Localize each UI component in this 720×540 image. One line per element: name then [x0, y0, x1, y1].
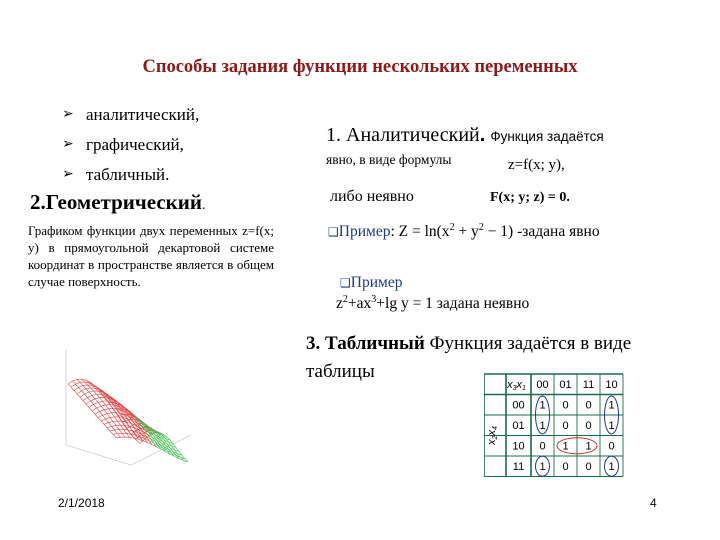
example-formula-part: z — [336, 295, 343, 313]
mesh-line — [71, 384, 76, 387]
mesh-line — [68, 381, 73, 384]
mesh-line — [89, 392, 92, 395]
mesh-line — [110, 430, 115, 431]
mesh-line — [112, 425, 117, 426]
mesh-line — [103, 415, 106, 419]
example-implicit-label-row — [340, 274, 402, 292]
mesh-line — [95, 398, 100, 399]
mesh-line — [113, 422, 116, 426]
implicit-formula: F(x; y; z) = 0. — [490, 190, 570, 205]
mesh-line — [110, 418, 113, 422]
mesh-line — [107, 413, 112, 414]
mesh-line — [107, 428, 110, 431]
kmap-cell: 0 — [585, 461, 592, 473]
mesh-line — [101, 419, 106, 421]
kmap-cell: 1 — [585, 440, 592, 453]
geometric-heading — [30, 190, 205, 215]
example-label: Пример — [338, 223, 391, 241]
bullet-label: графический, — [86, 135, 184, 154]
mesh-line — [77, 394, 80, 397]
surface-axes — [66, 350, 191, 465]
example-formula-part: : Z = ln(x — [390, 223, 450, 241]
mesh-line — [98, 415, 103, 417]
example-superscript: 2 — [478, 222, 484, 233]
mesh-line — [136, 439, 141, 443]
mesh-line — [104, 423, 109, 425]
arrow-bullet-icon: ➢ — [62, 107, 74, 122]
example-superscript: 3 — [371, 294, 377, 305]
mesh-line — [119, 429, 122, 433]
example-superscript: 2 — [342, 294, 348, 305]
mesh-line — [122, 433, 125, 437]
mesh-line — [115, 430, 118, 434]
kmap-side-label: x2x4 — [486, 426, 499, 445]
mesh-line — [103, 414, 108, 416]
mesh-line — [124, 429, 127, 433]
mesh-line — [100, 412, 103, 416]
bullet-label: табличный. — [86, 165, 170, 184]
mesh-line — [109, 423, 112, 427]
mesh-line — [115, 429, 120, 430]
example-formula-part: + y — [454, 223, 479, 241]
mesh-line — [113, 434, 116, 437]
mesh-line — [109, 409, 112, 413]
mesh-line — [80, 382, 83, 385]
kmap-cell: 1 — [608, 399, 615, 412]
bullet-tabular — [62, 160, 199, 190]
mesh-line — [113, 434, 118, 435]
mesh-line — [101, 406, 104, 410]
mesh-line — [98, 402, 101, 406]
mesh-line — [77, 379, 80, 382]
analytic-heading-tail: Функция задаётся — [490, 129, 604, 144]
mesh-line — [106, 419, 109, 423]
mesh-line — [100, 398, 103, 402]
arrow-bullet-icon: ➢ — [62, 167, 74, 182]
analytic-heading-dot: . — [479, 124, 486, 146]
mesh-line — [82, 391, 85, 394]
kmap-col-header: 10 — [605, 379, 618, 391]
example-superscript: 2 — [449, 222, 455, 233]
kmap-cell: 0 — [562, 399, 569, 412]
explicit-formula: z=f(x; y), — [508, 157, 565, 173]
mesh-line — [109, 402, 114, 409]
mesh-line — [118, 434, 121, 438]
kmap-cell: 1 — [608, 420, 615, 432]
analytic-implicit-label: либо неявно — [330, 188, 414, 205]
kmap-row-header: 11 — [512, 461, 525, 473]
example-formula-part: − 1) -задана явно — [483, 223, 600, 241]
mesh-line — [83, 385, 88, 386]
mesh-line — [86, 404, 89, 407]
mesh-line — [97, 394, 100, 397]
mesh-line — [98, 418, 101, 421]
mesh-line — [94, 391, 97, 394]
mesh-line — [76, 382, 81, 384]
example-formula-part: +ax — [347, 295, 372, 313]
mesh-line — [115, 417, 118, 421]
kmap-cell: 0 — [562, 420, 569, 432]
analytic-heading — [326, 124, 604, 147]
mesh-line — [104, 410, 107, 414]
geometric-heading-dot: . — [201, 198, 206, 213]
mesh-line — [73, 381, 76, 384]
mesh-line — [82, 389, 87, 391]
footer-date: 2/1/2018 — [58, 496, 105, 510]
mesh-line — [116, 425, 119, 429]
geometric-description: Графиком функции двух переменных z=f(x; y) в прямоугольной декартовой системе координат в пространстве является в общем случае поверхность. — [28, 223, 274, 289]
mesh-line — [104, 424, 107, 427]
mesh-line — [83, 386, 86, 389]
mesh-line — [92, 411, 95, 414]
kmap-cell: 1 — [562, 440, 569, 453]
mesh-line — [83, 401, 86, 404]
mesh-line — [89, 407, 92, 410]
example-label: Пример — [350, 274, 403, 291]
kmap-col-header: 00 — [536, 379, 549, 391]
mesh-line — [107, 414, 110, 418]
mesh-line — [92, 394, 97, 395]
kmap-col-header: 11 — [582, 379, 595, 391]
q-bullet-icon: ❑ — [328, 225, 339, 240]
geometric-heading-text: 2.Геометрический — [30, 190, 202, 214]
mesh-line — [74, 387, 79, 390]
mesh-line — [77, 391, 82, 394]
bullet-graphic — [62, 130, 199, 160]
tabular-heading-text: Функция задаётся в виде таблицы — [306, 333, 632, 382]
mesh-line — [104, 409, 109, 410]
example-implicit-formula — [336, 294, 529, 313]
mesh-line — [95, 414, 98, 417]
page-number: 4 — [650, 496, 657, 510]
mesh-line — [92, 395, 95, 398]
mesh-line — [94, 402, 99, 404]
mesh-line — [71, 387, 74, 390]
mesh-line — [112, 426, 115, 430]
mesh-line — [88, 397, 91, 400]
mesh-line — [121, 425, 124, 429]
mesh-line — [112, 413, 115, 417]
mesh-line — [106, 405, 109, 409]
mesh-line — [88, 395, 93, 397]
kmap-cell: 1 — [608, 461, 615, 473]
mesh-line — [91, 401, 94, 404]
mesh-line — [91, 399, 96, 401]
kmap-cell: 0 — [562, 461, 569, 473]
mesh-line — [107, 426, 112, 427]
mesh-line — [73, 379, 78, 381]
mesh-line — [103, 401, 106, 405]
surface-plot-image — [46, 340, 196, 470]
mesh-line — [86, 401, 91, 404]
surface-mesh — [68, 379, 188, 462]
mesh-line — [140, 441, 143, 444]
slide-title: Способы задания функции нескольких переменных — [142, 57, 578, 77]
analytic-heading-text: 1. Аналитический — [326, 124, 480, 146]
kmap-cell: 0 — [585, 420, 592, 432]
mesh-line — [100, 410, 105, 412]
kmap-cell: 0 — [539, 440, 546, 453]
mesh-line — [89, 404, 94, 407]
mesh-line — [101, 421, 104, 424]
mesh-line — [98, 401, 103, 402]
mesh-line — [85, 394, 88, 397]
mesh-line — [95, 412, 100, 415]
mesh-line — [101, 405, 106, 406]
example-formula-part: +lg y = 1 задана неявно — [376, 295, 530, 313]
bullet-analytic — [62, 100, 199, 130]
mesh-line — [86, 388, 91, 389]
mesh-line — [97, 408, 100, 412]
kmap-cell: 0 — [585, 399, 592, 412]
mesh-line — [74, 391, 77, 394]
tabular-heading-bold: 3. Табличный — [306, 333, 425, 354]
kmap-row-header: 01 — [512, 420, 525, 432]
mesh-line — [92, 408, 97, 411]
mesh-line — [76, 384, 79, 387]
arrow-bullet-icon: ➢ — [62, 137, 74, 152]
mesh-line — [118, 421, 121, 425]
mesh-line — [68, 384, 71, 387]
mesh-line — [85, 392, 90, 394]
mesh-line — [89, 391, 94, 392]
mesh-line — [86, 389, 89, 392]
karnaugh-map-table — [484, 370, 630, 480]
mesh-line — [83, 397, 88, 400]
method-bullet-list — [62, 100, 199, 190]
kmap-corner-label: x3x1 — [507, 379, 526, 392]
kmap-cell: 0 — [608, 440, 615, 453]
analytic-explicit-label: явно, в виде формулы — [326, 152, 452, 167]
kmap-col-header: 01 — [559, 379, 572, 391]
mesh-line — [94, 404, 97, 408]
kmap-cell: 1 — [539, 399, 546, 412]
mesh-line — [97, 406, 102, 408]
mesh-line — [110, 417, 115, 418]
q-bullet-icon: ❑ — [340, 276, 351, 290]
mesh-line — [80, 397, 83, 400]
mesh-line — [110, 431, 113, 434]
mesh-line — [109, 422, 114, 423]
kmap-cell: 1 — [539, 461, 546, 473]
kmap-row-header: 00 — [512, 399, 525, 412]
mesh-line — [106, 418, 111, 419]
mesh-line — [127, 427, 130, 429]
kmap-cell: 1 — [539, 420, 546, 432]
kmap-row-header: 10 — [512, 440, 525, 453]
mesh-line — [95, 399, 98, 403]
mesh-line — [79, 387, 82, 390]
bullet-label: аналитический, — [86, 105, 200, 124]
example-explicit — [328, 218, 658, 242]
mesh-line — [79, 386, 84, 388]
kmap-grid — [484, 374, 623, 477]
mesh-line — [80, 394, 85, 397]
